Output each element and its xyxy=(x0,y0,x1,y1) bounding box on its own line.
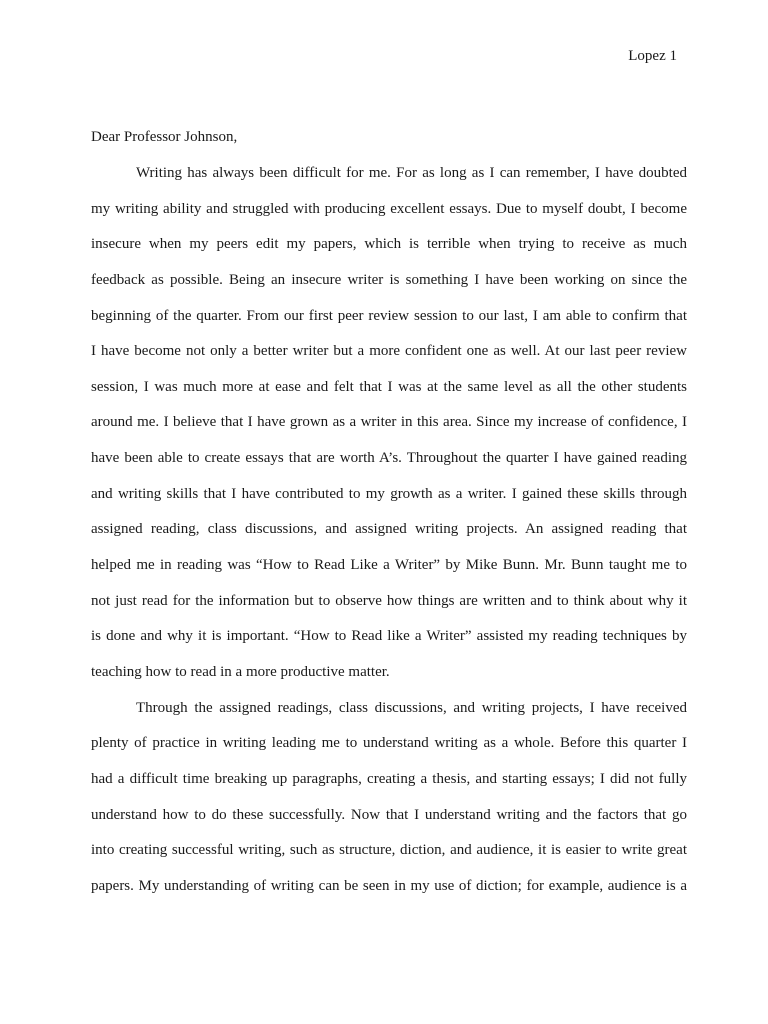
body-line: feedback as possible. Being an insecure writer is something I have been working on since the xyxy=(91,271,687,288)
page-header: Lopez 1 xyxy=(628,48,677,64)
body-line: teaching how to read in a more productive matter. xyxy=(91,663,390,680)
body-line: understand how to do these successfully. Now that I understand writing and the factors that go xyxy=(91,806,687,823)
body-line: had a difficult time breaking up paragraphs, creating a thesis, and starting essays; I did not fully xyxy=(91,770,687,787)
body-line: papers. My understanding of writing can be seen in my use of diction; for example, audience is a xyxy=(91,877,687,894)
body-line: assigned reading, class discussions, and assigned writing projects. An assigned reading that xyxy=(91,521,687,538)
body-line: Writing has always been difficult for me. For as long as I can remember, I have doubted xyxy=(136,165,687,181)
body-line: beginning of the quarter. From our first peer review session to our last, I am able to confirm that xyxy=(91,307,687,324)
body-line: into creating successful writing, such as structure, diction, and audience, it is easier to write great xyxy=(91,842,687,859)
body-line: I have become not only a better writer but a more confident one as well. At our last peer review xyxy=(91,343,687,360)
body-line: not just read for the information but to observe how things are written and to think about why it xyxy=(91,592,687,609)
salutation: Dear Professor Johnson, xyxy=(91,129,238,145)
body-line: my writing ability and struggled with producing excellent essays. Due to myself doubt, I become xyxy=(91,200,687,217)
body-line: and writing skills that I have contributed to my growth as a writer. I gained these skills through xyxy=(91,485,687,502)
body-line: have been able to create essays that are worth A’s. Throughout the quarter I have gained reading xyxy=(91,450,687,467)
body-line: around me. I believe that I have grown as a writer in this area. Since my increase of confidence, I xyxy=(91,414,687,431)
letter-body xyxy=(91,160,687,908)
body-line: helped me in reading was “How to Read Like a Writer” by Mike Bunn. Mr. Bunn taught me to xyxy=(91,557,687,574)
body-line: Through the assigned readings, class discussions, and writing projects, I have received xyxy=(136,699,687,716)
body-line: insecure when my peers edit my papers, which is terrible when trying to receive as much xyxy=(91,236,687,253)
body-line: session, I was much more at ease and felt that I was at the same level as all the other students xyxy=(91,378,687,395)
body-line: is done and why it is important. “How to Read like a Writer” assisted my reading techniques by xyxy=(91,628,687,645)
body-line: plenty of practice in writing leading me to understand writing as a whole. Before this quarter I xyxy=(91,735,687,752)
